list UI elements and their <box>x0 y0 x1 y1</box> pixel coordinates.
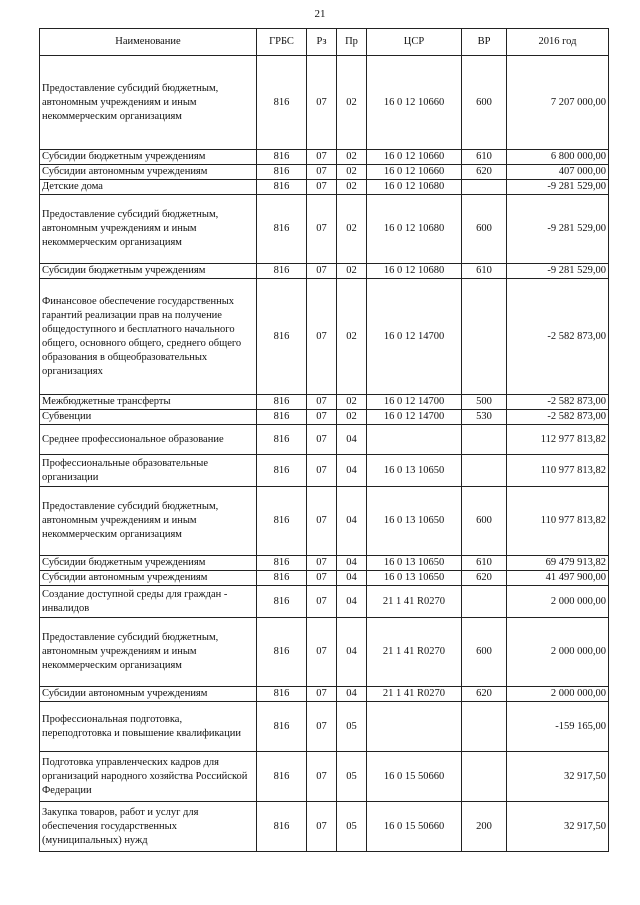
row-pr: 02 <box>337 56 367 150</box>
row-csr: 16 0 13 10650 <box>367 487 462 556</box>
row-name: Подготовка управленческих кадров для организаций народного хозяйства Российской Федерации <box>40 752 257 802</box>
table-row <box>40 702 609 752</box>
row-grbs: 816 <box>257 56 307 150</box>
row-csr: 16 0 13 10650 <box>367 455 462 487</box>
row-amount: 110 977 813,82 <box>507 487 609 556</box>
row-pr: 04 <box>337 487 367 556</box>
row-grbs: 816 <box>257 425 307 455</box>
row-name: Субвенции <box>40 410 257 425</box>
column-header-rz: Рз <box>307 29 337 56</box>
row-amount: 32 917,50 <box>507 752 609 802</box>
table-row <box>40 180 609 195</box>
row-rz: 07 <box>307 571 337 586</box>
row-pr: 04 <box>337 455 367 487</box>
row-name: Среднее профессиональное образование <box>40 425 257 455</box>
row-name: Финансовое обеспечение государственных гарантий реализации прав на получение общедоступного и бесплатного начального общего, основного общего, среднего общего образования в общеобразовательных организациях <box>40 279 257 395</box>
row-csr: 16 0 12 10680 <box>367 180 462 195</box>
row-name: Создание доступной среды для граждан - инвалидов <box>40 586 257 618</box>
row-amount: 6 800 000,00 <box>507 150 609 165</box>
table-row <box>40 802 609 852</box>
row-grbs: 816 <box>257 195 307 264</box>
table-row <box>40 56 609 150</box>
column-header-vr: ВР <box>462 29 507 56</box>
row-pr: 02 <box>337 410 367 425</box>
row-vr: 620 <box>462 687 507 702</box>
row-csr: 16 0 15 50660 <box>367 752 462 802</box>
row-csr: 16 0 12 10680 <box>367 264 462 279</box>
row-amount: -9 281 529,00 <box>507 264 609 279</box>
row-name: Субсидии бюджетным учреждениям <box>40 264 257 279</box>
row-vr <box>462 586 507 618</box>
row-rz: 07 <box>307 425 337 455</box>
row-amount: 110 977 813,82 <box>507 455 609 487</box>
row-grbs: 816 <box>257 802 307 852</box>
column-header-amount: 2016 год <box>507 29 609 56</box>
row-pr: 02 <box>337 150 367 165</box>
row-csr <box>367 425 462 455</box>
row-csr: 16 0 12 10660 <box>367 150 462 165</box>
row-rz: 07 <box>307 410 337 425</box>
row-grbs: 816 <box>257 264 307 279</box>
row-vr: 600 <box>462 195 507 264</box>
row-pr: 02 <box>337 195 367 264</box>
column-header-pr: Пр <box>337 29 367 56</box>
row-grbs: 816 <box>257 150 307 165</box>
row-csr: 21 1 41 R0270 <box>367 687 462 702</box>
row-rz: 07 <box>307 618 337 687</box>
table-row <box>40 264 609 279</box>
row-amount: -2 582 873,00 <box>507 279 609 395</box>
row-grbs: 816 <box>257 455 307 487</box>
row-rz: 07 <box>307 279 337 395</box>
row-rz: 07 <box>307 455 337 487</box>
row-vr: 600 <box>462 487 507 556</box>
row-pr: 02 <box>337 395 367 410</box>
row-csr: 21 1 41 R0270 <box>367 586 462 618</box>
row-pr: 02 <box>337 264 367 279</box>
row-vr: 620 <box>462 571 507 586</box>
table-row <box>40 455 609 487</box>
row-name: Предоставление субсидий бюджетным, автономным учреждениям и иным некоммерческим организациям <box>40 618 257 687</box>
row-vr: 610 <box>462 150 507 165</box>
row-amount: 407 000,00 <box>507 165 609 180</box>
row-pr: 04 <box>337 556 367 571</box>
row-name: Детские дома <box>40 180 257 195</box>
row-rz: 07 <box>307 687 337 702</box>
row-grbs: 816 <box>257 556 307 571</box>
row-grbs: 816 <box>257 571 307 586</box>
row-pr: 04 <box>337 586 367 618</box>
row-grbs: 816 <box>257 165 307 180</box>
row-pr: 05 <box>337 752 367 802</box>
row-csr: 16 0 12 10680 <box>367 195 462 264</box>
row-name: Закупка товаров, работ и услуг для обеспечения государственных (муниципальных) нужд <box>40 802 257 852</box>
row-grbs: 816 <box>257 618 307 687</box>
row-vr: 600 <box>462 56 507 150</box>
row-vr: 610 <box>462 556 507 571</box>
row-grbs: 816 <box>257 395 307 410</box>
row-csr: 16 0 12 14700 <box>367 395 462 410</box>
row-rz: 07 <box>307 702 337 752</box>
row-rz: 07 <box>307 586 337 618</box>
row-rz: 07 <box>307 752 337 802</box>
row-csr: 16 0 12 10660 <box>367 165 462 180</box>
table-row <box>40 410 609 425</box>
row-amount: -9 281 529,00 <box>507 195 609 264</box>
row-vr: 200 <box>462 802 507 852</box>
row-vr: 530 <box>462 410 507 425</box>
row-name: Субсидии автономным учреждениям <box>40 687 257 702</box>
row-amount: 41 497 900,00 <box>507 571 609 586</box>
row-rz: 07 <box>307 487 337 556</box>
row-pr: 05 <box>337 702 367 752</box>
row-amount: 112 977 813,82 <box>507 425 609 455</box>
row-grbs: 816 <box>257 752 307 802</box>
row-amount: -9 281 529,00 <box>507 180 609 195</box>
row-rz: 07 <box>307 195 337 264</box>
table-row <box>40 395 609 410</box>
table-row <box>40 279 609 395</box>
row-vr <box>462 455 507 487</box>
row-vr <box>462 180 507 195</box>
budget-table <box>39 28 609 852</box>
row-csr: 16 0 15 50660 <box>367 802 462 852</box>
row-vr <box>462 752 507 802</box>
row-rz: 07 <box>307 264 337 279</box>
row-pr: 05 <box>337 802 367 852</box>
row-grbs: 816 <box>257 180 307 195</box>
row-rz: 07 <box>307 165 337 180</box>
page-number: 21 <box>314 8 326 20</box>
row-pr: 02 <box>337 180 367 195</box>
row-grbs: 816 <box>257 279 307 395</box>
row-grbs: 816 <box>257 586 307 618</box>
row-rz: 07 <box>307 180 337 195</box>
row-grbs: 816 <box>257 410 307 425</box>
table-header-row <box>40 29 609 56</box>
row-amount: -2 582 873,00 <box>507 395 609 410</box>
table-row <box>40 687 609 702</box>
row-vr <box>462 425 507 455</box>
row-pr: 02 <box>337 279 367 395</box>
row-rz: 07 <box>307 56 337 150</box>
row-name: Субсидии автономным учреждениям <box>40 571 257 586</box>
row-csr: 21 1 41 R0270 <box>367 618 462 687</box>
row-amount: 2 000 000,00 <box>507 586 609 618</box>
row-rz: 07 <box>307 150 337 165</box>
table-row <box>40 195 609 264</box>
column-header-name: Наименование <box>40 29 257 56</box>
row-amount: 69 479 913,82 <box>507 556 609 571</box>
row-name: Предоставление субсидий бюджетным, автономным учреждениям и иным некоммерческим организациям <box>40 487 257 556</box>
table-row <box>40 165 609 180</box>
row-pr: 02 <box>337 165 367 180</box>
table-row <box>40 618 609 687</box>
row-vr <box>462 279 507 395</box>
row-rz: 07 <box>307 556 337 571</box>
row-grbs: 816 <box>257 487 307 556</box>
row-csr: 16 0 13 10650 <box>367 571 462 586</box>
row-pr: 04 <box>337 687 367 702</box>
row-csr <box>367 702 462 752</box>
column-header-grbs: ГРБС <box>257 29 307 56</box>
row-rz: 07 <box>307 802 337 852</box>
row-name: Межбюджетные трансферты <box>40 395 257 410</box>
row-name: Профессиональная подготовка, переподготовка и повышение квалификации <box>40 702 257 752</box>
row-amount: 2 000 000,00 <box>507 618 609 687</box>
row-csr: 16 0 12 10660 <box>367 56 462 150</box>
row-pr: 04 <box>337 618 367 687</box>
row-csr: 16 0 13 10650 <box>367 556 462 571</box>
row-vr: 610 <box>462 264 507 279</box>
row-name: Субсидии бюджетным учреждениям <box>40 556 257 571</box>
table-row <box>40 752 609 802</box>
row-name: Субсидии автономным учреждениям <box>40 165 257 180</box>
table-row <box>40 425 609 455</box>
table-row <box>40 150 609 165</box>
table-row <box>40 556 609 571</box>
row-name: Субсидии бюджетным учреждениям <box>40 150 257 165</box>
row-grbs: 816 <box>257 687 307 702</box>
row-vr <box>462 702 507 752</box>
row-amount: -2 582 873,00 <box>507 410 609 425</box>
row-pr: 04 <box>337 425 367 455</box>
row-vr: 620 <box>462 165 507 180</box>
row-vr: 600 <box>462 618 507 687</box>
row-rz: 07 <box>307 395 337 410</box>
row-amount: 2 000 000,00 <box>507 687 609 702</box>
table-row <box>40 487 609 556</box>
row-amount: 7 207 000,00 <box>507 56 609 150</box>
row-grbs: 816 <box>257 702 307 752</box>
column-header-csr: ЦСР <box>367 29 462 56</box>
row-name: Предоставление субсидий бюджетным, автономным учреждениям и иным некоммерческим организациям <box>40 56 257 150</box>
row-csr: 16 0 12 14700 <box>367 279 462 395</box>
table-row <box>40 571 609 586</box>
row-amount: -159 165,00 <box>507 702 609 752</box>
table-row <box>40 586 609 618</box>
row-amount: 32 917,50 <box>507 802 609 852</box>
row-csr: 16 0 12 14700 <box>367 410 462 425</box>
row-pr: 04 <box>337 571 367 586</box>
row-name: Предоставление субсидий бюджетным, автономным учреждениям и иным некоммерческим организациям <box>40 195 257 264</box>
row-vr: 500 <box>462 395 507 410</box>
row-name: Профессиональные образовательные организации <box>40 455 257 487</box>
